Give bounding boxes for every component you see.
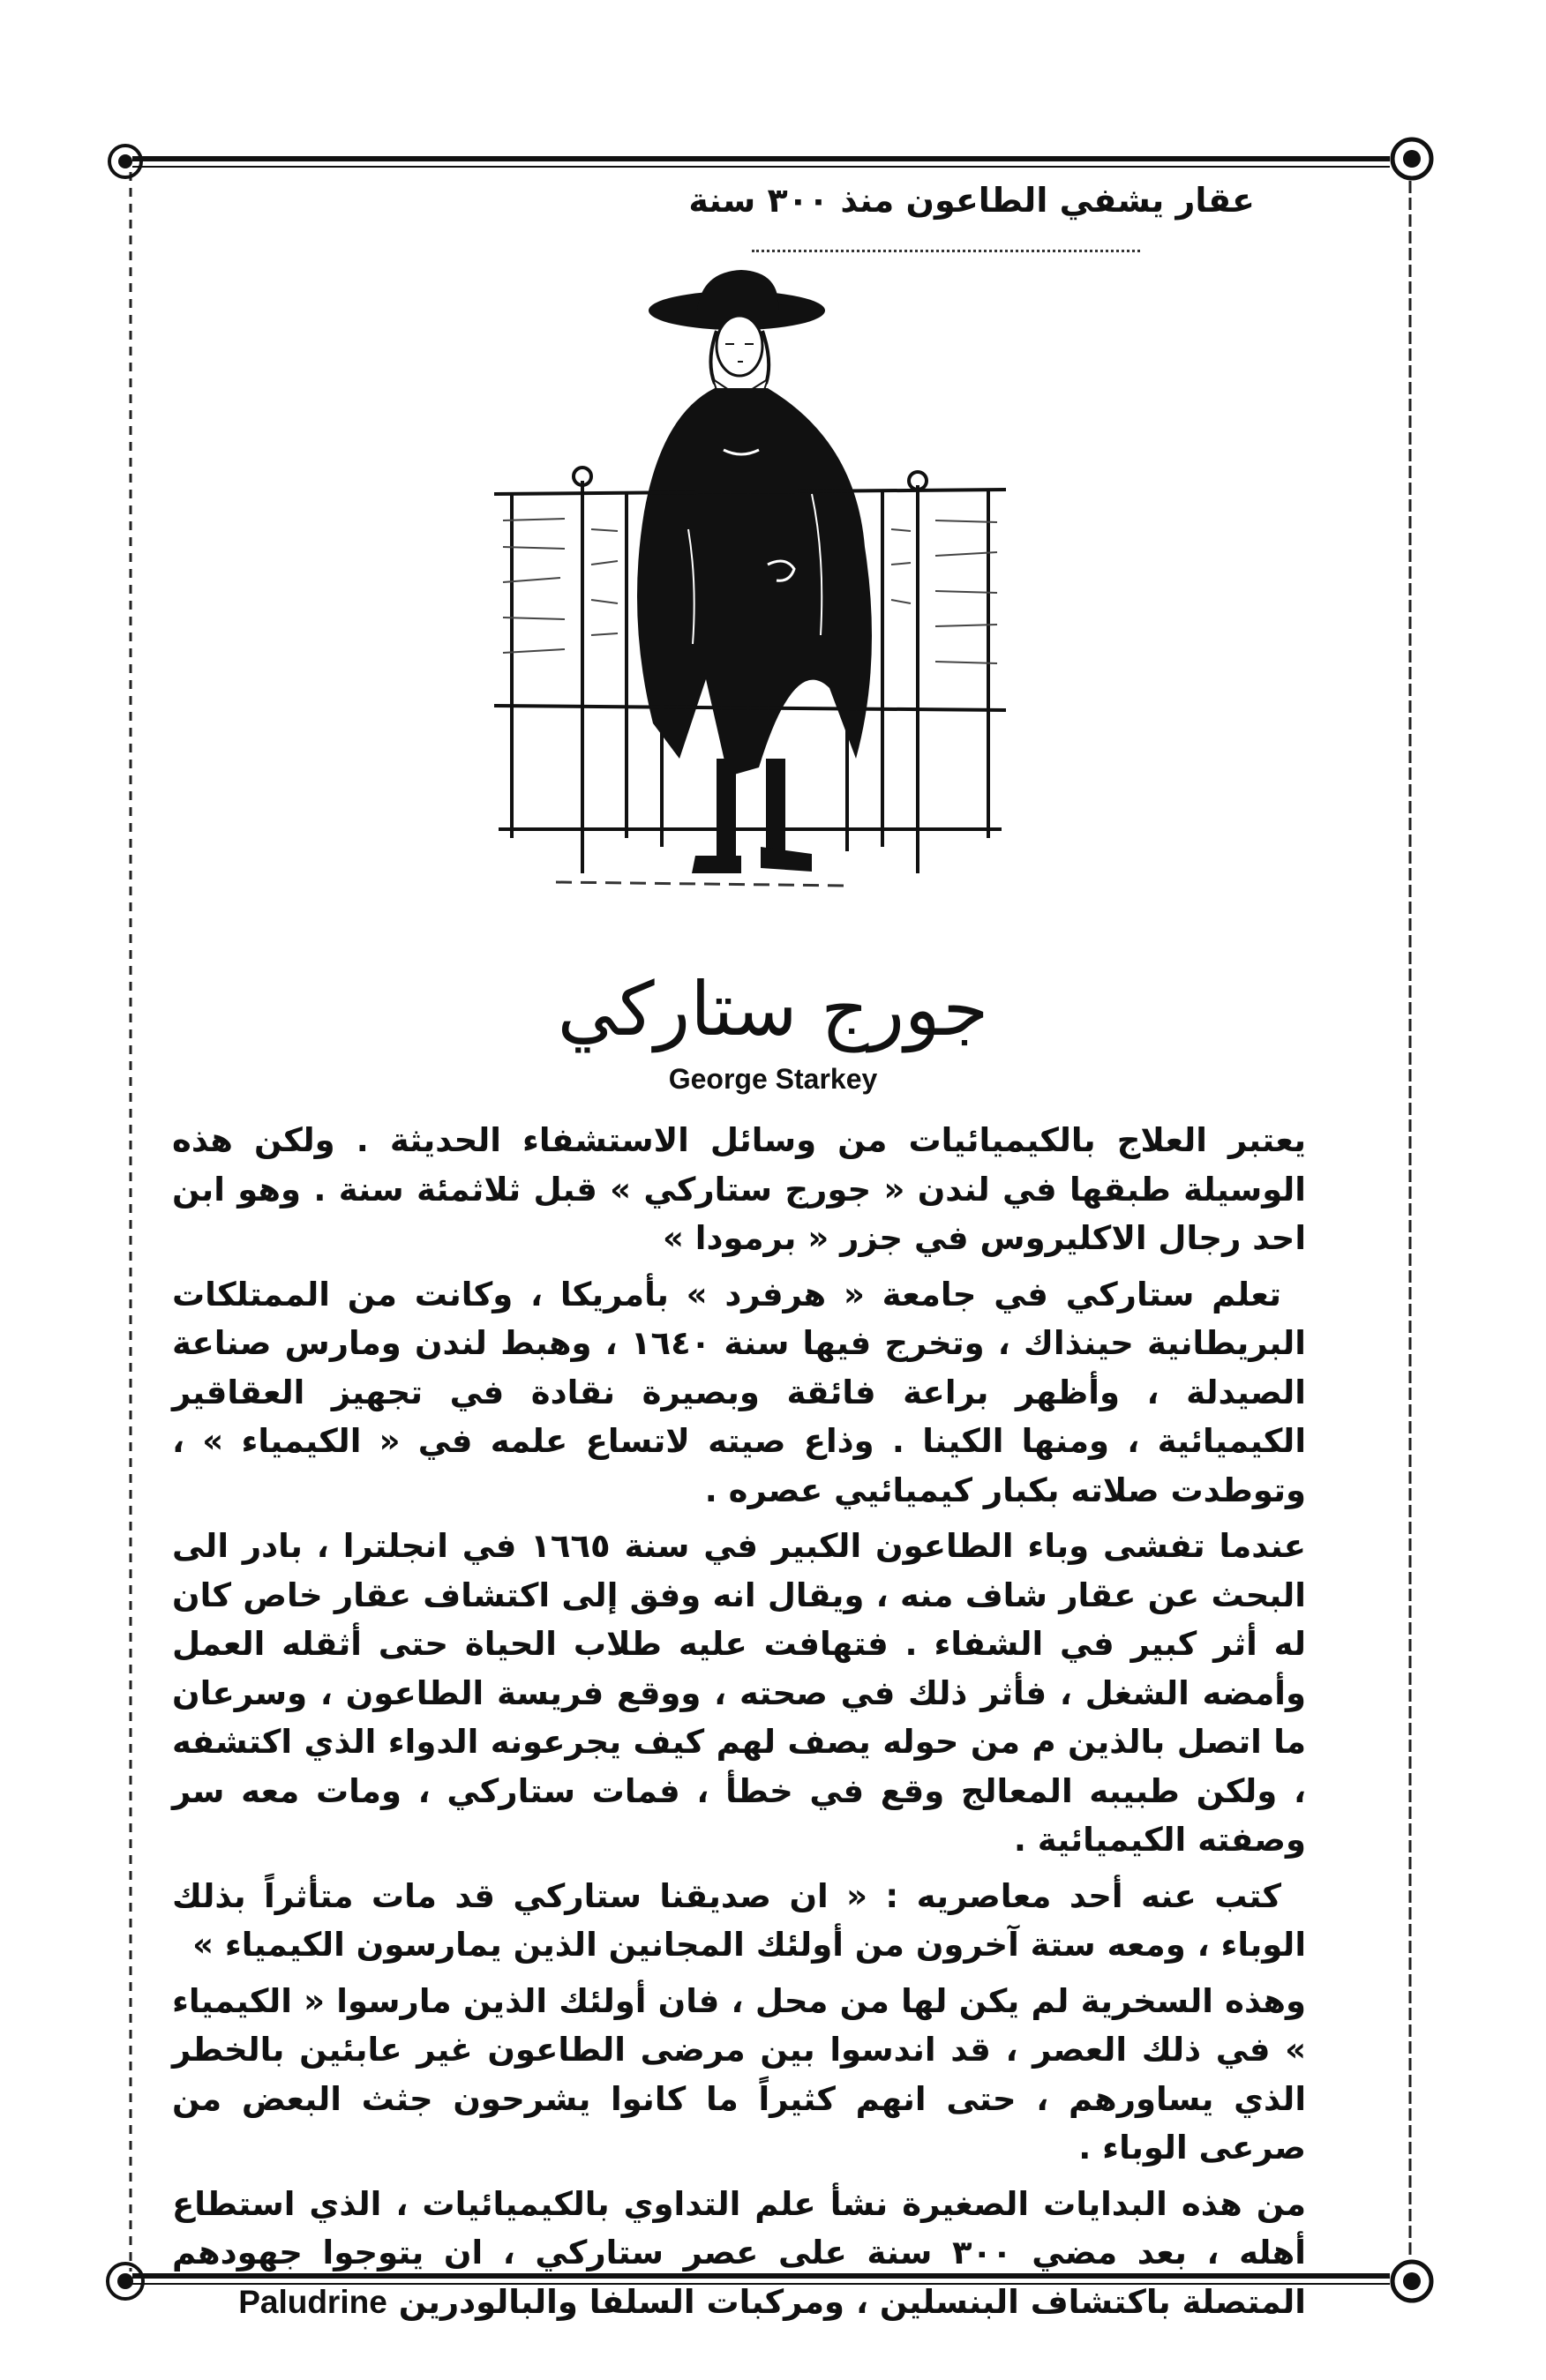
corner-ornament-icon [1392,139,1431,178]
corner-ornament-icon [108,2264,143,2299]
corner-ornament-icon [1392,2262,1431,2301]
portrait-engraving-icon [477,265,1024,935]
article-paragraph: تعلم ستاركي في جامعة « هرفرد » بأمريكا ، وكانت من الممتلكات البريطانية حينذاك ، وتخرج فيها سنة ١٦٤٠ ، وهبط لندن ومارس صناعة الصيدلة ، وأظهر براعة فائقة وبصيرة نقادة في تجهيز العقاقير الكيميائية ، ومنها الكينا . وذاع صيته لاتساع علمه في « الكيمياء » ، وتوطدت صلاته بكبار كيميائيي عصره . [172,1275,1306,1509]
article-paragraph: وهذه السخرية لم يكن لها من محل ، فان أولئك الذين مارسوا « الكيمياء » في ذلك العصر ، قد اندسوا بين مرضى الطاعون غير عابئين بالخطر الذي يساورهم ، حتى انهم كثيراً ما كانوا يشرحون جثث البعض من صرعى الوباء . [172,1981,1306,2167]
subject-name-english: George Starkey [668,1063,878,1095]
header-dotted-rule [752,250,1140,252]
article-paragraph: كتب عنه أحد معاصريه : « ان صديقنا ستاركي قد مات متأثراً بذلك الوباء ، ومعه ستة آخرون من أولئك المجانين الذين يمارسون الكيمياء » [172,1876,1306,1964]
article-paragraph-last [172,2180,1306,2327]
running-header: عقار يشفي الطاعون منذ ٣٠٠ سنة [688,181,1255,220]
article-paragraph: يعتبر العلاج بالكيميائيات من وسائل الاستشفاء الحديثة . ولكن هذه الوسيلة طبقها في لندن « جورج ستاركي » قبل ثلاثمئة سنة . وهو ابن احد رجال الاكليروس في جزر « برمودا » [172,1121,1306,1257]
paludrine-term: Paludrine [238,2283,387,2320]
subject-name-arabic: جورج ستاركي [557,966,989,1052]
article-paragraph-text: من هذه البدايات الصغيرة نشأ علم التداوي بالكيميائيات ، الذي استطاع أهله ، بعد مضي ٣٠٠ سنة على عصر ستاركي ، ان يتوجوا جهودهم المتصلة باكتشاف البنسلين ، ومركبات السلفا والبالودرين [172,2184,1306,2321]
article-body [172,1116,1306,2333]
article-paragraph: عندما تفشى وباء الطاعون الكبير في سنة ١٦٦٥ في انجلترا ، بادر الى البحث عن عقار شاف منه ، ويقال انه وفق إلى اكتشاف عقار خاص كان له أثر كبير في الشفاء . فتهافت عليه طلاب الحياة حتى أثقله العمل وأمضه الشغل ، فأثر ذلك في صحته ، ووقع فريسة الطاعون ، وسرعان ما اتصل بالذين م من حوله يصف لهم كيف يجرعونه الدواء الذي اكتشفه ، ولكن طبيبه المعالج وقع في خطأ ، فمات ستاركي ، ومات معه سر وصفته الكيميائية . [172,1527,1307,1859]
